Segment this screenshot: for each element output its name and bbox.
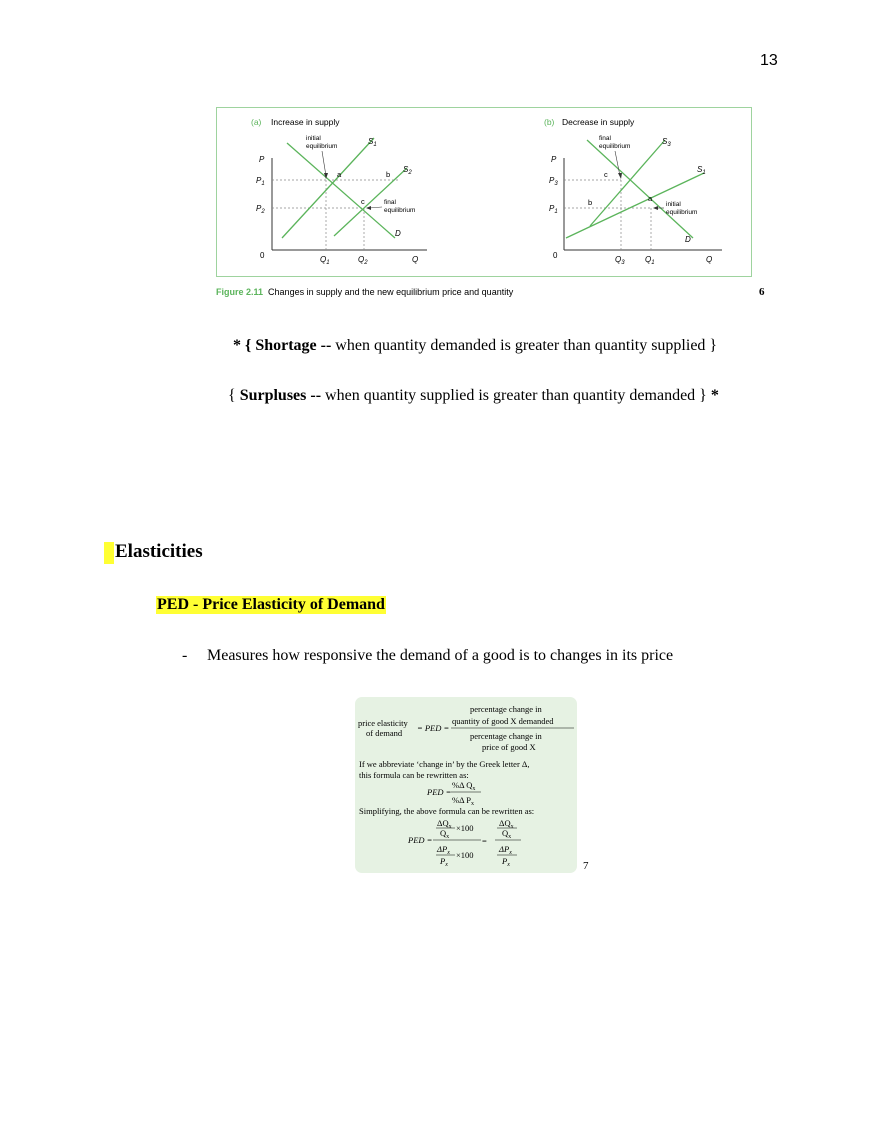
ped-den1: percentage change in [470,731,542,741]
panel-b-s3-label: $S_3$ [662,137,671,148]
ped3-dp: $\Delta P_x$ [437,844,450,856]
panel-a-s1-label: $S_1$ [368,137,377,148]
ped3-r-dq: $\Delta Q_x$ [499,818,514,830]
section-heading [104,541,203,564]
panel-a-p2: $P_2$ [256,204,265,215]
ped3-q: $Q_x$ [440,828,450,840]
panel-b-demand-curve [587,140,693,238]
panel-a-label: (a) [251,117,262,127]
panel-b-point-b: b [588,198,593,207]
panel-a-initial-label: initial equilibrium [306,135,338,150]
heading-text: Elasticities [115,541,203,562]
panel-b-p1: $P_1$ [549,204,558,215]
surplus-text: when quantity supplied is greater than quantity demanded } [321,387,711,404]
panel-a-s2-label: $S_2$ [403,165,412,176]
ped3-p: $P_x$ [440,856,448,868]
ped2-lhs: PED = [427,787,452,797]
ped-lhs1: price elasticity [358,718,408,728]
panel-b-y-label: P [551,155,557,164]
shortage-text: when quantity demanded is greater than quantity supplied } [331,337,718,354]
panel-b-p3: $P_3$ [549,176,558,187]
figure-caption [216,287,513,297]
panel-b-q3: $Q_3$ [615,255,625,266]
panel-a-supply-s2 [334,168,407,236]
ped-lhs2: of demand [366,728,403,738]
panel-a-q2: $Q_2$ [358,255,368,266]
panel-b-origin: 0 [553,251,558,260]
ped-den2: price of good X [482,742,536,752]
page-number: 13 [760,52,778,69]
surplus-suffix: * [710,387,719,404]
panel-b-point-a: a [648,194,653,203]
figure-caption-text: Changes in supply and the new equilibrium price and quantity [268,287,514,297]
panel-a-p1: $P_1$ [256,176,265,187]
ped2-den: %Δ $P_x$ [452,795,474,807]
surplus-definition [228,387,719,405]
panel-a-d-label: D [395,229,401,238]
ped3-r-q: $Q_x$ [502,828,512,840]
panel-b-initial-label: initial equilibrium [666,201,698,216]
panel-a-demand-curve [287,143,395,238]
heading-highlight [104,542,114,564]
ped3-times100-top: ×100 [456,823,474,833]
ped-abbrev2: this formula can be rewritten as: [359,770,469,780]
ped-abbrev1: If we abbreviate ‘change in’ by the Greek letter Δ, [359,759,530,769]
ped3-times100-bottom: ×100 [456,850,474,860]
ped-simplify: Simplifying, the above formula can be rewritten as: [359,806,535,816]
panel-b-s1-label: $S_1$ [697,165,706,176]
ped-num2: quantity of good X demanded [452,716,554,726]
ped3-dq: $\Delta Q_x$ [437,818,452,830]
bullet-dash: - [182,647,188,664]
panel-b [544,117,722,266]
panel-b-final-label: final equilibrium [599,135,631,150]
figure-footnote: 6 [759,286,765,298]
shortage-definition [233,337,717,355]
panel-a-q1: $Q_1$ [320,255,330,266]
panel-a-point-a: a [337,170,342,179]
ped-eq: = PED = [417,723,450,733]
shortage-prefix: * { [233,337,256,354]
bullet-text: Measures how responsive the demand of a good is to changes in its price [207,647,674,664]
ped3-r-p: $P_x$ [502,856,510,868]
panel-b-x-label: Q [706,255,713,264]
panel-b-title: Decrease in supply [562,117,635,127]
surplus-prefix: { [228,387,240,404]
panel-a-point-c: c [361,197,365,206]
surplus-term: Surpluses -- [239,387,322,404]
supply-shift-diagram [217,108,751,276]
panel-a-supply-s1 [282,138,374,238]
ped2-num: %Δ $Q_x$ [452,780,476,792]
ped-footnote: 7 [583,860,589,872]
panel-a-y-label: P [259,155,265,164]
panel-b-point-c: c [604,170,608,179]
panel-a-final-label: final equilibrium [384,199,416,214]
panel-a-point-b: b [386,170,391,179]
ped3-equals: = [482,836,487,846]
ped-formula [355,697,577,873]
ped-formula-box [355,697,577,873]
panel-b-q1: $Q_1$ [645,255,655,266]
figure-caption-number: Figure 2.11 [216,287,264,297]
panel-a [251,117,427,266]
panel-b-d-label: D [685,235,691,244]
ped-num1: percentage change in [470,704,542,714]
ped3-lhs: PED = [408,835,433,845]
panel-a-origin: 0 [260,251,265,260]
panel-b-label: (b) [544,117,555,127]
shortage-term: Shortage -- [255,337,332,354]
supply-shift-figure [216,107,752,277]
panel-a-title: Increase in supply [271,117,340,127]
ped3-r-dp: $\Delta P_x$ [499,844,512,856]
subheading-ped: PED - Price Elasticity of Demand [157,596,385,613]
panel-a-x-label: Q [412,255,419,264]
